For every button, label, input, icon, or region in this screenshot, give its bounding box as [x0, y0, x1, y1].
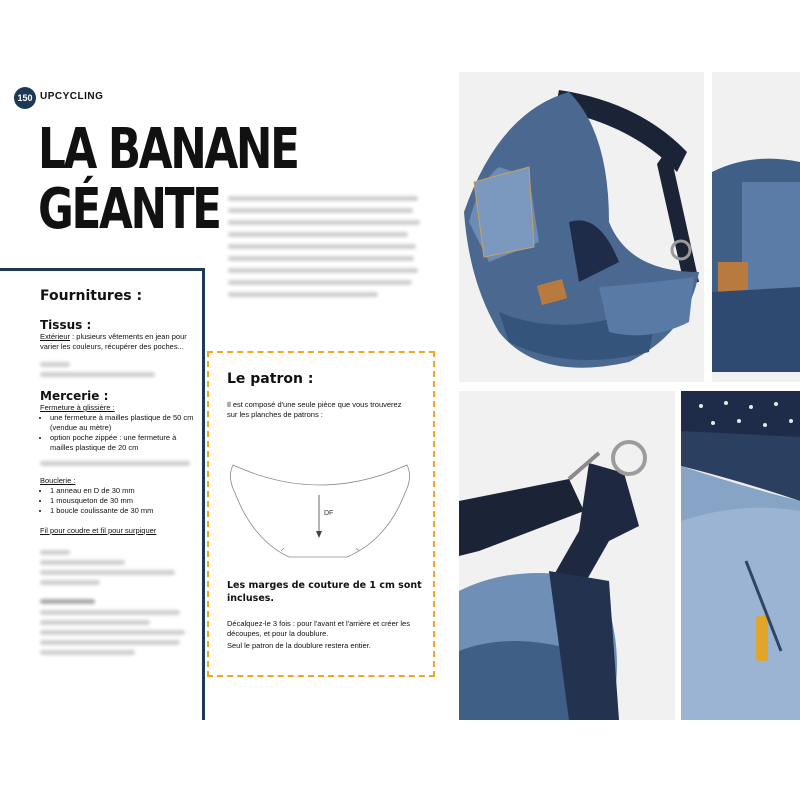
grainline-arrowhead — [316, 531, 322, 538]
zip-list — [40, 413, 195, 453]
buckle-item: • 1 anneau en D de 30 mm — [50, 486, 195, 496]
title-line-2: GÉANTE — [38, 177, 220, 242]
blurred-block-4 — [40, 599, 195, 655]
pattern-heading: Le patron : — [227, 371, 314, 387]
blurred-block-3 — [40, 550, 195, 585]
supplies-panel — [40, 288, 195, 655]
section-label: UPCYCLING — [40, 91, 104, 102]
tissus-description: : plusieurs vêtements en jean pour varier les couleurs, récupérer des poches... — [40, 332, 187, 351]
blurred-block-1 — [40, 362, 195, 377]
blurred-block-2 — [40, 461, 195, 466]
notch-marks — [281, 548, 359, 551]
zip-item: • option poche zippée : une fermeture à mailles plastique de 20 cm — [50, 433, 195, 453]
photo-bag-detail-pocket — [712, 72, 800, 382]
tissus-label: Extérieur — [40, 332, 71, 341]
buckle-list — [40, 486, 195, 516]
tissus-heading: Tissus : — [40, 318, 92, 332]
page-number-badge: 150 — [14, 87, 36, 109]
pattern-instructions: Décalquez-le 3 fois : pour l'avant et l'arrière et créer les découpes, et pour la doublure. — [227, 619, 410, 638]
pattern-lining-note: Seul le patron de la doublure restera entier. — [227, 641, 371, 650]
intro-paragraph-blurred — [228, 196, 423, 304]
thread-text: Fil pour coudre et fil pour surpiquer — [40, 526, 157, 535]
zip-item: • une fermeture à mailles plastique de 50 cm (vendue au mètre) — [50, 413, 195, 433]
title-line-1: LA BANANE — [38, 117, 298, 182]
tissus-text — [40, 332, 195, 352]
seam-allowance-note: Les marges de couture de 1 cm sont incluses. — [227, 580, 422, 604]
zip-heading: Fermeture à glissière : — [40, 403, 115, 412]
buckle-item: • 1 boucle coulissante de 30 mm — [50, 506, 195, 516]
supplies-heading: Fournitures : — [40, 288, 143, 304]
photo-bag-overview — [459, 72, 704, 382]
buckle-heading: Bouclerie : — [40, 476, 76, 485]
pattern-piece-diagram — [227, 445, 413, 565]
photo-zipper-detail — [681, 391, 800, 720]
pattern-box — [207, 351, 435, 677]
mercerie-heading: Mercerie : — [40, 389, 109, 403]
supplies-box-right-border — [202, 268, 205, 720]
photo-strap-hook — [459, 391, 675, 720]
pattern-intro: Il est composé d'une seule pièce que vous trouverez sur les planches de patrons : — [227, 400, 402, 419]
pattern-piece-label: DF — [324, 510, 334, 517]
pattern-piece-outline — [230, 465, 409, 557]
supplies-box-top-border — [0, 268, 205, 271]
buckle-item: • 1 mousqueton de 30 mm — [50, 496, 195, 506]
